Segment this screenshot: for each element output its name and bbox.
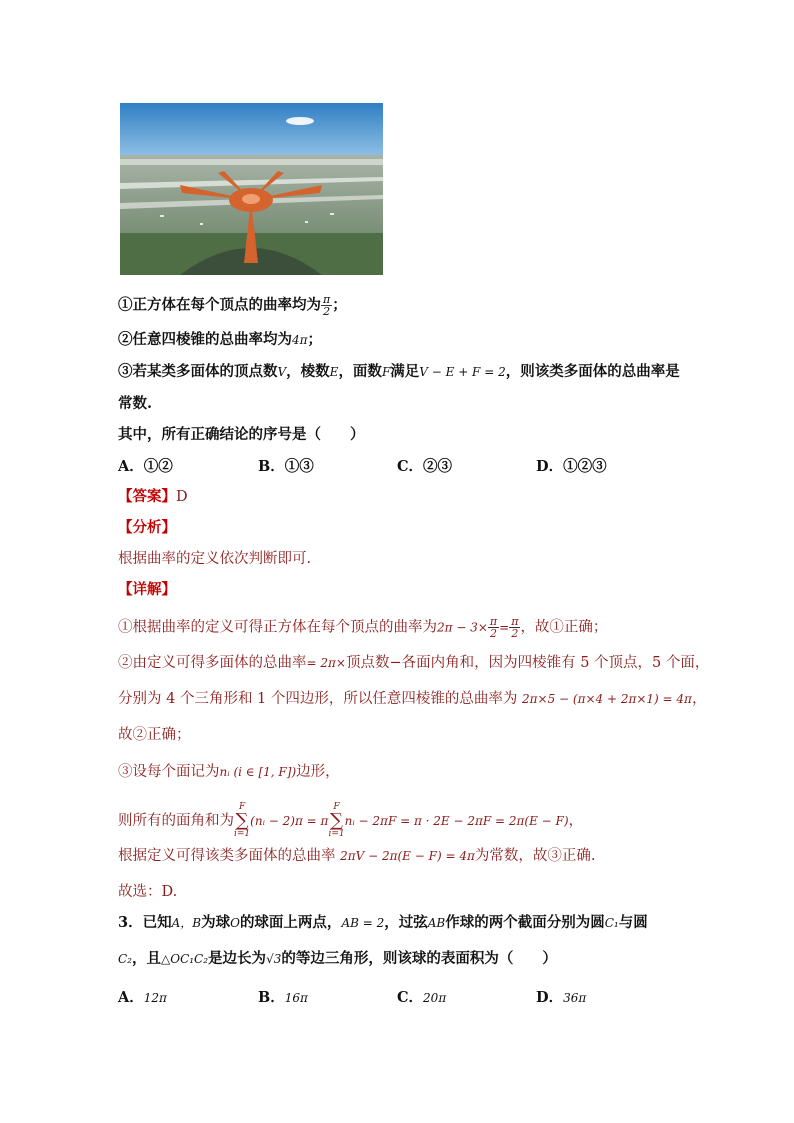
analysis-label: 【分析】 [118,519,176,536]
statement-3: ③若某类多面体的顶点数V，棱数E，面数F满足V − E + F = 2，则该类多面体的总曲率是 [118,363,680,380]
statement-3-cont: 常数. [118,395,153,412]
q3-option-b[interactable]: B．16π [258,989,308,1006]
option-c[interactable]: C．②③ [397,458,453,475]
q3-line-1: 3．已知A，B为球O的球面上两点，AB = 2，过弦AB作球的两个截面分别为圆C₁与圆 [118,914,648,931]
q3-option-a[interactable]: A．12π [118,989,167,1006]
detail-line-6: 则所有的面角和为F ∑ i=1(nᵢ − 2)π = πF ∑ i=1nᵢ − 2πF = π · 2E − 2πF = 2π(E − F)， [118,802,584,839]
detail-line-1: ①根据曲率的定义可得正方体在每个顶点的曲率为2π − 3× $\frac{\pi}{2}$ = $\frac{\pi}{2}$ ，故①正确； [118,615,608,640]
fraction: $\frac{\pi}{2}$ [323,293,331,318]
answer-line: 【答案】D [118,488,188,505]
detail-line-2: ②由定义可得多面体的总曲率= 2π×顶点数−各面内角和，因为四棱锥有 5 个顶点，5 个面， [118,655,710,671]
detail-line-5: ③设每个面记为nᵢ (i ∈ [1, F])边形， [118,764,340,780]
detail-label: 【详解】 [118,581,176,598]
question-prompt: 其中，所有正确结论的序号是（ ） [118,426,365,443]
detail-line-7: 根据定义可得该类多面体的总曲率 2πV − 2π(E − F) = 4π为常数，故③正确. [118,848,596,864]
q3-line-2: C₂，且△OC₁C₂是边长为√3的等边三角形，则该球的表面积为（ ） [118,950,557,967]
detail-line-4: 故②正确； [118,727,191,743]
detail-line-8: 故选：D. [118,884,178,900]
statement-2: ②任意四棱锥的总曲率均为4π； [118,331,323,348]
option-a[interactable]: A．①② [118,458,173,475]
statement-1: ①正方体在每个顶点的曲率均为 $\frac{\pi}{2}$ ； [118,293,347,318]
option-b[interactable]: B．①③ [258,458,314,475]
detail-line-3: 分别为 4 个三角形和 1 个四边形，所以任意四棱锥的总曲率为 2π×5 − (π×4 + 2π×1) = 4π， [118,691,707,707]
q3-option-d[interactable]: D．36π [536,989,587,1006]
analysis-text: 根据曲率的定义依次判断即可. [118,551,312,567]
summation: F ∑ i=1 [234,802,251,839]
option-d[interactable]: D．①②③ [536,458,607,475]
airport-photo [120,103,383,275]
q3-option-c[interactable]: C．20π [397,989,447,1006]
